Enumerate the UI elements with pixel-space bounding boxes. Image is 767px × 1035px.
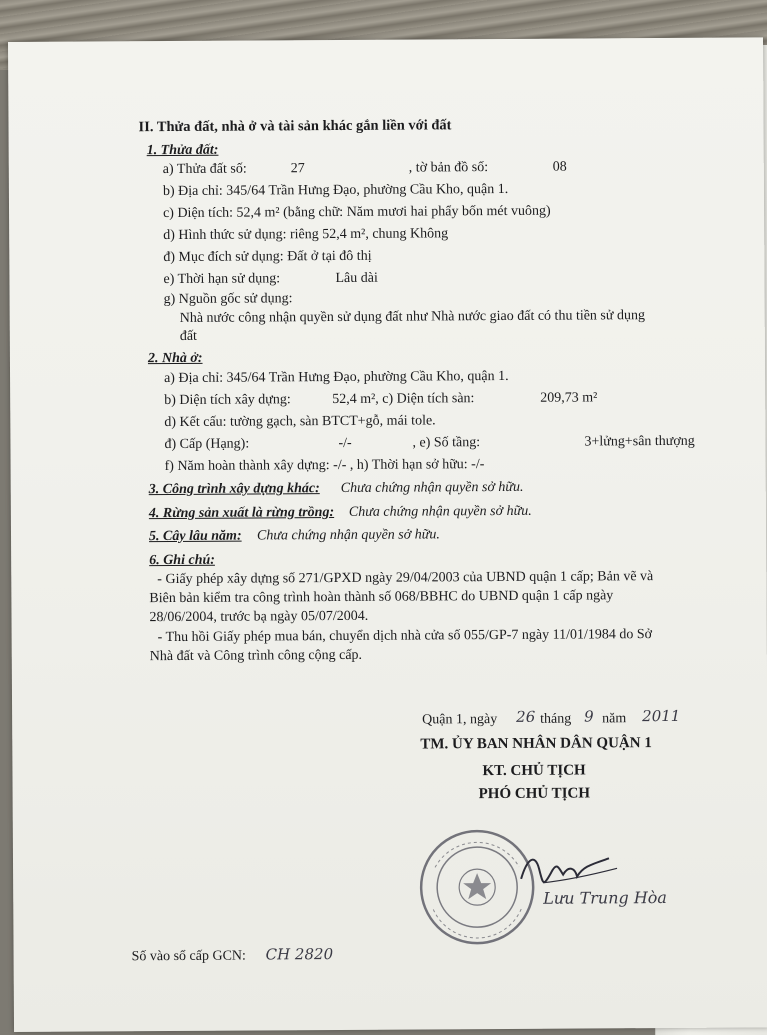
grade-value: -/- [338,435,352,451]
usage-purpose: đ) Mục đích sử dụng: Đất ở tại đô thị [163,248,372,266]
signing-year-word: năm [602,711,627,727]
house-structure: d) Kết cấu: tường gạch, sàn BTCT+gỗ, mái tole. [164,413,436,431]
signing-date-prefix: Quận 1, ngày [422,712,498,728]
forest-value: Chưa chứng nhận quyền sở hữu. [348,503,532,520]
grade-label: đ) Cấp (Hạng): [164,436,250,453]
land-heading: 1. Thửa đất: [146,142,219,159]
land-address: b) Địa chỉ: 345/64 Trần Hưng Đạo, phường Cầu Kho, quận 1. [162,181,509,200]
signing-year: 2011 [642,706,681,726]
signing-day: 26 [516,707,536,726]
origin-line-1: Nhà nước công nhận quyền sử dụng đất như Nhà nước giao đất có thu tiền sử dụng [179,308,646,326]
construction-area-label: b) Diện tích xây dựng: [164,392,291,409]
certificate-page [8,37,767,1032]
forest-label: 4. Rừng sản xuất là rừng trồng: [148,505,335,522]
floors-label: , e) Số tầng: [412,435,481,451]
house-address: a) Địa chỉ: 345/64 Trần Hưng Đạo, phường Cầu Kho, quận 1. [164,368,509,387]
completion-line: f) Năm hoàn thành xây dựng: -/- , h) Thời hạn sở hữu: -/- [164,457,485,475]
registry-number: CH 2820 [265,945,334,964]
signing-month: 9 [584,707,594,726]
land-area: c) Diện tích: 52,4 m² (bằng chữ: Năm mươi hai phẩy bốn mét vuông) [163,203,551,222]
construction-area-value: 52,4 m², c) Diện tích sàn: [332,391,475,408]
notes-line: Biên bản kiểm tra công trình hoàn thành số 068/BBHC do UBND quận 1 cấp ngày [149,588,614,607]
perennial-label: 5. Cây lâu năm: [148,528,242,545]
usage-term-value: Lâu dài [335,270,378,287]
map-sheet-number: 08 [552,159,567,175]
house-heading: 2. Nhà ở: [147,350,203,367]
perennial-value: Chưa chứng nhận quyền sở hữu. [256,527,440,544]
notes-line: 28/06/2004, trước bạ ngày 05/07/2004. [149,608,369,626]
origin-line-2: đất [179,328,197,344]
signer-name: Lưu Trung Hòa [543,887,667,908]
usage-term-label: e) Thời hạn sử dụng: [163,271,281,288]
notes-line: - Giấy phép xây dựng số 271/GPXD ngày 29/04/2003 của UBND quận 1 cấp; Bản vẽ và [157,569,654,588]
signing-month-word: tháng [540,711,572,727]
usage-form: d) Hình thức sử dụng: riêng 52,4 m², chung Không [163,226,449,244]
registry-label: Số vào sổ cấp GCN: [131,948,246,965]
other-works-value: Chưa chứng nhận quyền sở hữu. [340,479,524,496]
origin-label: g) Nguồn gốc sử dụng: [163,291,293,308]
floors-value: 3+lửng+sân thượng [584,433,695,450]
issuing-authority: TM. ỦY BAN NHÂN DÂN QUẬN 1 [420,735,652,753]
signer-role-2: PHÓ CHỦ TỊCH [478,785,591,803]
signer-role-1: KT. CHỦ TỊCH [482,762,586,780]
other-works-label: 3. Công trình xây dựng khác: [148,481,320,498]
notes-line: Nhà đất và Công trình công cộng cấp. [149,647,363,665]
notes-heading: 6. Ghi chú: [149,552,215,569]
parcel-label: a) Thửa đất số: [162,161,247,178]
parcel-number: 27 [290,161,305,177]
section-title: II. Thửa đất, nhà ở và tài sản khác gắn liền với đất [138,117,452,136]
notes-line: - Thu hồi Giấy phép mua bán, chuyển dịch nhà cửa số 055/GP-7 ngày 11/01/1984 do Sở [157,627,653,646]
floor-area-value: 209,73 m² [540,390,598,406]
map-sheet-label: , tờ bản đồ số: [408,160,489,176]
